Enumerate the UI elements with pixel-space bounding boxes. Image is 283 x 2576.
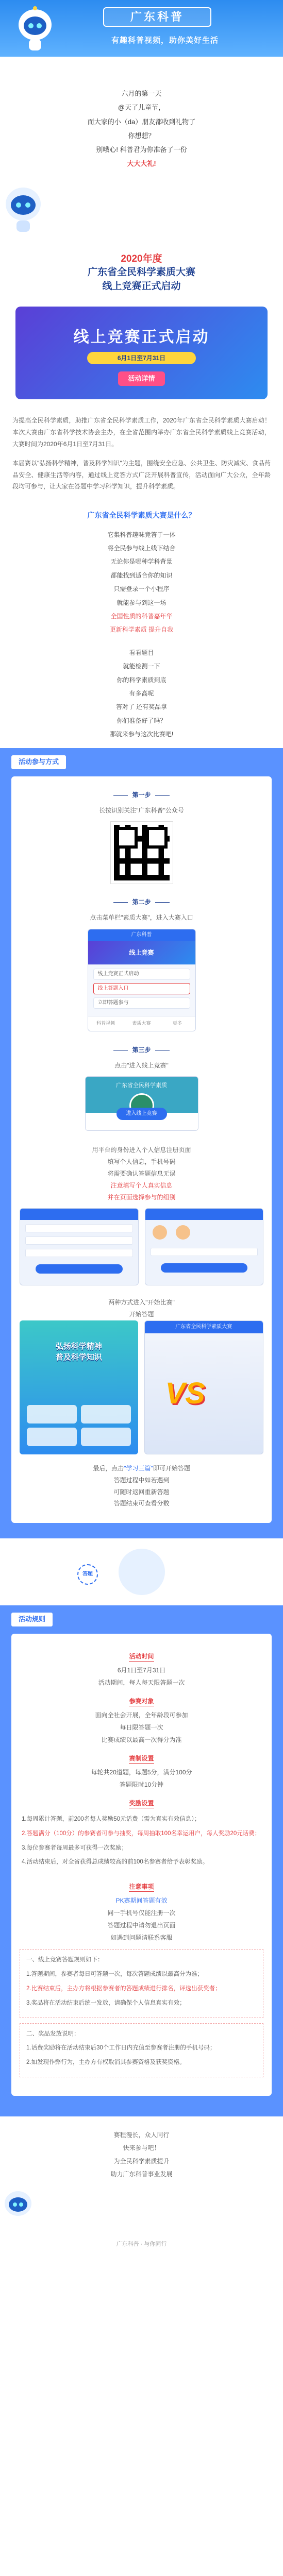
outro-line: 助力广东科普事业发展	[110, 2170, 173, 2178]
rule-heading: 奖励设置	[129, 1800, 154, 1808]
name-field[interactable]	[25, 1224, 133, 1232]
caption-line: 可随时返回重新答题	[113, 1488, 170, 1496]
qa-lines	[0, 526, 283, 644]
quiz-tag: 答题	[77, 1564, 98, 1585]
intro-line: 别哦心! 科普君为你准备了一份	[96, 146, 187, 154]
intro-paragraph: 本届赛以"弘扬科学精神，普及科学知识"为主题，围绕安全应急、公共卫生、防灾减灾、食品药品安全、健康生活等内容，通过线上竞答方式广泛开展科普宣传，活动面向广大公众，全年龄段均可参与，让大家在答题中学习科学知识，提升科学素质。	[12, 459, 271, 490]
menu-tile[interactable]	[27, 1428, 77, 1446]
screenshot-tab: 更多	[172, 1020, 182, 1026]
rules-card	[11, 1634, 272, 2096]
reward-item: 2.答题满分（100分）的参赛者可参与抽奖，每周抽取100名幸运用户，每人奖励20元话费；	[22, 1830, 261, 1837]
rule-line: 比赛成绩以最高一次得分为准	[101, 1736, 182, 1743]
brand-title: 广东科普	[103, 7, 211, 27]
rule-box-line: 1.话费奖励将在活动结束后30个工作日内充值至参赛者注册的手机号码；	[26, 2045, 216, 2052]
reward-list	[20, 1811, 263, 1874]
rule-text	[20, 1664, 263, 1689]
screenshot-banner: 线上竞赛	[88, 941, 195, 964]
launch-banner[interactable]	[15, 307, 268, 399]
launch-date: 6月1日至7月31日	[87, 352, 196, 364]
intro-paragraph: 为提高全民科学素质，助推广东省全民科学素质工作，2020年广东省全民科学素质大赛启动！本次大赛由广东省科学技术协会主办，在全省范围内举办广东省全民科学素质线上竞赛活动，大赛时间为2020年6月1日至7月31日。	[12, 417, 271, 448]
rule-text	[20, 1766, 263, 1791]
step-3-text: 点击"进入线上竞赛"	[114, 1061, 169, 1069]
qa-line: 它集科普趣味竞答于一体	[107, 531, 176, 538]
outro	[0, 2116, 283, 2181]
profile-screen	[145, 1208, 264, 1285]
rule-line: 6月1日至7月31日	[117, 1666, 166, 1674]
robot-mascot-icon	[13, 4, 57, 53]
rule-line: 每日限答题一次	[120, 1723, 163, 1731]
note-line: 并在页面选择参与的组别	[107, 1193, 176, 1201]
steps-card	[11, 776, 272, 1523]
qa-title: 广东省全民科学素质大赛是什么？	[87, 511, 196, 520]
rule-line: 答题过程中请勿退出页面	[107, 1922, 176, 1929]
final-prefix: 最后，点击	[93, 1464, 124, 1472]
qa-lines-2	[0, 644, 283, 749]
game-pk-screen	[144, 1320, 264, 1454]
confirm-button[interactable]	[161, 1263, 248, 1273]
section-heading: 活动规则	[11, 1613, 53, 1626]
avatar	[176, 1225, 190, 1240]
reward-item: 3.每位参赛者每周最多可获得一次奖励；	[22, 1844, 128, 1851]
screenshot-title: 广东省全民科学素质	[116, 1082, 167, 1089]
vs-label: VS	[165, 1376, 205, 1410]
rule-line: 面向全社会开展，全年龄段可参加	[95, 1711, 188, 1719]
caption-line: 答题过程中如若遇到	[113, 1476, 170, 1484]
screenshot-row: 线上答题入口	[93, 983, 190, 994]
header-banner	[0, 0, 283, 57]
robot-mascot-icon	[119, 1549, 165, 1595]
rule-box-line: 2.比赛结束后，主办方将根据参赛者的答题成绩进行排名，评选出获奖者；	[26, 1985, 221, 1992]
final-caption	[20, 1459, 263, 1510]
outro-line: 赛程漫长，众人同行	[113, 2131, 170, 2139]
final-suffix: 即可开始答题	[153, 1464, 190, 1472]
qr-code[interactable]	[111, 822, 173, 884]
avatar	[153, 1225, 167, 1240]
rule-heading: 参赛对象	[129, 1698, 154, 1706]
reward-item: 1.每周累计答题，前200名每人奖励50元话费（需为真实有效信息）；	[22, 1816, 201, 1822]
mascot-strip	[0, 1538, 283, 1605]
register-screen	[20, 1208, 139, 1285]
rule-box-line: 3.奖品将在活动结束后统一发放，请确保个人信息真实有效；	[26, 1999, 186, 2006]
submit-button[interactable]	[36, 1264, 123, 1274]
caption-line: 答题结束可查看分数	[113, 1500, 170, 1507]
details-button[interactable]: 活动详情	[118, 371, 165, 386]
robot-mascot-icon	[0, 2186, 36, 2227]
qa-line: 就能参与到这一场	[116, 599, 167, 606]
screenshot-row: 立即答题参与	[93, 997, 190, 1009]
step-1-text: 长按识别关注"广东科普"公众号	[99, 807, 184, 815]
launch-headline: 线上竞赛正式启动	[73, 329, 210, 346]
note-line: 填写个人信息，手机号码	[107, 1158, 176, 1166]
screenshot-title: 广东省全民科学素质大赛	[145, 1321, 263, 1333]
rule-line: 如遇到问题请联系客服	[110, 1934, 173, 1942]
rule-line: 答题限时10分钟	[119, 1781, 164, 1788]
step-1-label: 第一步	[20, 786, 263, 801]
rules-section	[0, 1605, 283, 2116]
qa-line: 无论你是哪种学科背景	[110, 558, 173, 566]
registration-screens	[20, 1208, 263, 1285]
step-3-label: 第三步	[20, 1041, 263, 1056]
qa-line: 更新科学素质 提升自我	[109, 626, 174, 634]
caption-line: 两种方式进入"开始比赛"	[108, 1299, 175, 1307]
intro-line: @天了儿童节，	[118, 104, 165, 112]
qa-line: 全国性质的科普嘉年华	[110, 612, 173, 620]
rule-box-line: 一、线上竞赛答题规则如下：	[26, 1957, 104, 1963]
qa-line: 看看题目	[129, 649, 154, 656]
footer-hint: 广东科普 · 与你同行	[116, 2241, 167, 2247]
rule-line: 活动期间，每人每天限答题一次	[98, 1679, 185, 1686]
intro-line: 而大家的小（da）朋友都收到礼物了	[87, 117, 196, 126]
screenshot-tab: 素质大赛	[132, 1020, 151, 1026]
intro-poem	[0, 57, 283, 182]
note-line: 将需要确认答题信息无误	[107, 1170, 176, 1177]
game-screens	[20, 1320, 263, 1454]
intro-line: 六月的第一天	[121, 90, 162, 97]
qa-line: 都能找到适合你的知识	[110, 571, 173, 579]
step-2-text: 点击菜单栏"素质大赛"，进入大赛入口	[90, 914, 193, 921]
menu-tile[interactable]	[81, 1405, 131, 1423]
step-2-label: 第二步	[20, 893, 263, 908]
note-line: 注意填写个人真实信息	[110, 1181, 173, 1189]
intro-line: 你想想？	[128, 131, 155, 140]
screenshot-tab: 科普视频	[96, 1020, 115, 1026]
rule-line: PK赛期间答题有效	[115, 1897, 168, 1905]
menu-tile[interactable]	[27, 1405, 77, 1423]
rules-box	[20, 1949, 263, 2018]
section-heading: 活动参与方式	[11, 755, 66, 769]
note-line: 用平台的身份进入个人信息注册页面	[92, 1146, 191, 1154]
rule-heading: 注意事项	[129, 1883, 154, 1892]
event-year: 2020年度	[121, 253, 162, 264]
step-4-caption	[20, 1293, 263, 1320]
game-title: 弘扬科学精神 普及科学知识	[55, 1342, 102, 1362]
rule-box-line: 2.如发现作弊行为，主办方有权取消其参赛资格及获奖资格。	[26, 2059, 186, 2066]
reward-item: 4.活动结束后，对全省获得总成绩较高的前100名参赛者给予表彰奖励。	[22, 1859, 209, 1866]
step-3-notes	[20, 1140, 263, 1208]
study-link[interactable]: "学习三篇"	[124, 1464, 153, 1472]
rule-box-line: 1.答题期间，参赛者每日可答题一次，每次答题成绩以最高分为准；	[26, 1971, 204, 1978]
rule-line: 每轮共20道题，每题5分，满分100分	[91, 1768, 192, 1776]
enter-contest-button[interactable]: 进入线上竞赛	[116, 1108, 167, 1120]
qa-line: 答对了 还有奖品拿	[115, 703, 168, 711]
rules-box	[20, 2023, 263, 2078]
screenshot-row: 线上竞赛正式启动	[93, 969, 190, 980]
menu-tile[interactable]	[81, 1428, 131, 1446]
phone-field[interactable]	[25, 1236, 133, 1245]
qa-line: 你们准备好了吗？	[116, 717, 167, 724]
step-2-screenshot	[88, 929, 196, 1031]
qa-line: 只需登录一个小程序	[113, 585, 170, 593]
event-subtitle: 线上竞赛正式启动	[102, 280, 181, 292]
event-title	[0, 247, 283, 307]
rule-heading: 赛制设置	[129, 1755, 154, 1764]
outro-line: 为全民科学素质提升	[113, 2157, 170, 2165]
qa-line: 有多高呢	[129, 689, 154, 697]
robot-mascot-icon	[0, 182, 46, 234]
qa-line: 那就来参与这次比赛吧!	[109, 731, 174, 738]
screenshot-title: 广东科普	[88, 929, 195, 941]
rule-text	[20, 1709, 263, 1746]
event-name: 广东省全民科学素质大赛	[87, 267, 195, 278]
group-field[interactable]	[25, 1249, 133, 1257]
caption-line: 开始答题	[129, 1311, 154, 1318]
rule-text	[20, 1894, 263, 1944]
outro-line: 快来参与吧！	[123, 2144, 160, 2152]
qa-line: 你的科学素质到底	[116, 676, 167, 684]
game-start-screen	[20, 1320, 138, 1454]
step-3-screenshot	[85, 1076, 198, 1131]
qa-line: 将全民参与线上线下结合	[107, 544, 176, 552]
intro-line-highlight: 大大大礼!	[127, 160, 156, 168]
header-slogan: 有趣科普视频，助你美好生活	[111, 36, 219, 45]
qa-line: 就能检测一下	[123, 663, 160, 670]
rule-box-line: 二、奖品发放说明：	[26, 2030, 80, 2037]
rule-line: 同一手机号仅能注册一次	[107, 1909, 176, 1917]
info-field	[151, 1248, 258, 1256]
participation-section	[0, 748, 283, 1538]
rule-heading: 活动时间	[129, 1653, 154, 1662]
